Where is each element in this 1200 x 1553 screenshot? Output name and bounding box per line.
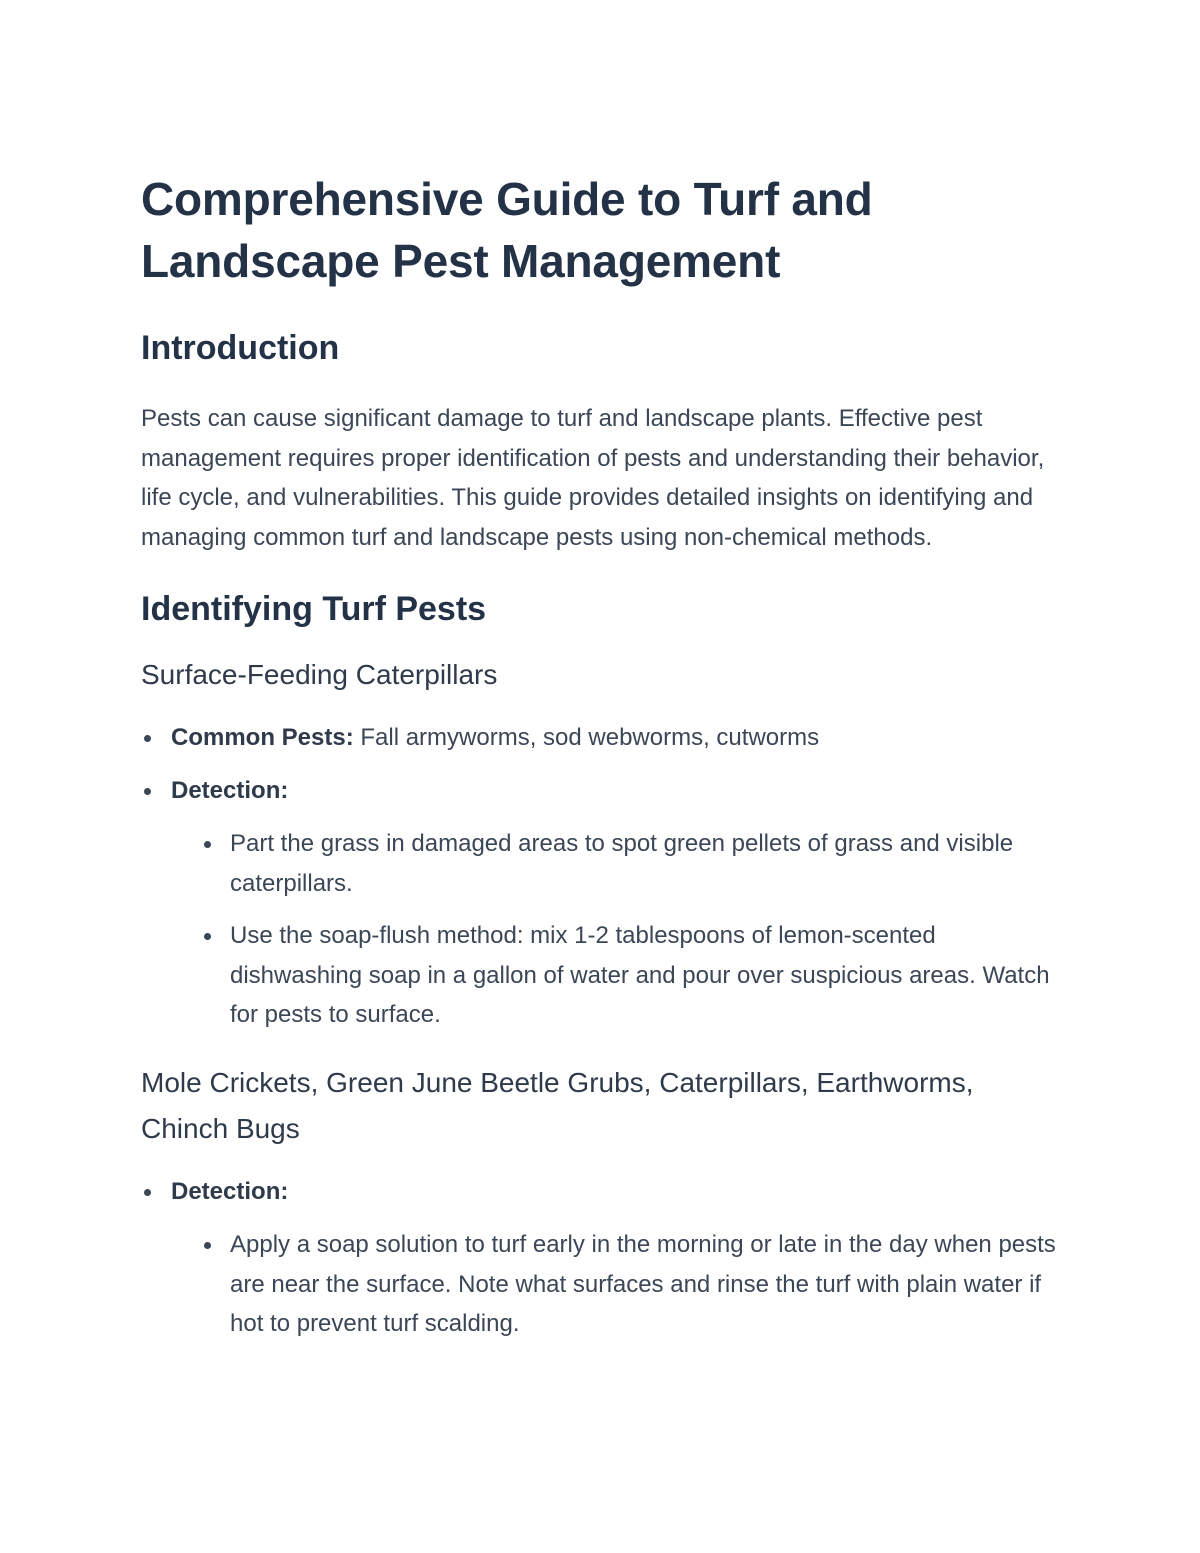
detection-item-text: Part the grass in damaged areas to spot green pellets of grass and visible caterpillars. xyxy=(230,830,1014,897)
identifying-turf-pests-heading: Identifying Turf Pests xyxy=(141,590,487,628)
list-item-detection xyxy=(141,771,1061,1035)
bullet-icon xyxy=(204,841,211,848)
mole-crickets-list xyxy=(141,1172,1061,1344)
detection-label: Detection: xyxy=(171,1177,289,1205)
bullet-icon xyxy=(144,788,151,795)
introduction-heading: Introduction xyxy=(141,329,340,367)
mole-crickets-heading: Mole Crickets, Green June Beetle Grubs, Caterpillars, Earthworms, Chinch Bugs xyxy=(141,1066,974,1144)
detection-sublist xyxy=(171,824,1061,1035)
bullet-icon xyxy=(144,1189,151,1196)
detection-item-text: Apply a soap solution to turf early in the morning or late in the day when pests are near the surface. Note what surfaces and rinse the turf with plain water if hot to prevent turf scalding. xyxy=(230,1231,1056,1337)
list-item xyxy=(171,824,1061,903)
bullet-icon xyxy=(144,735,151,742)
detection-item-text: Use the soap-flush method: mix 1-2 tablespoons of lemon-scented dishwashing soap in a gallon of water and pour over suspicious areas. Watch for pests to surface. xyxy=(230,922,1050,1028)
detection-sublist xyxy=(171,1225,1061,1344)
list-item-common-pests xyxy=(141,718,1061,758)
bullet-icon xyxy=(204,933,211,940)
list-item xyxy=(171,916,1061,1035)
detection-label: Detection: xyxy=(171,776,289,804)
common-pests-text: Fall armyworms, sod webworms, cutworms xyxy=(353,724,820,751)
surface-feeding-caterpillars-heading: Surface-Feeding Caterpillars xyxy=(141,659,498,690)
list-item xyxy=(171,1225,1061,1344)
document-title: Comprehensive Guide to Turf and Landscape Pest Management xyxy=(141,173,873,287)
document-page xyxy=(141,168,1061,1344)
introduction-paragraph: Pests can cause significant damage to turf and landscape plants. Effective pest management requires proper identification of pests and understanding their behavior, life cycle, and vulnerabilities. This guide provides detailed insights on identifying and managing common turf and landscape pests using non-chemical methods. xyxy=(141,405,1045,551)
common-pests-label: Common Pests: xyxy=(171,724,354,751)
list-item-detection xyxy=(141,1172,1061,1344)
bullet-icon xyxy=(204,1242,211,1249)
surface-feeding-list xyxy=(141,718,1061,1035)
